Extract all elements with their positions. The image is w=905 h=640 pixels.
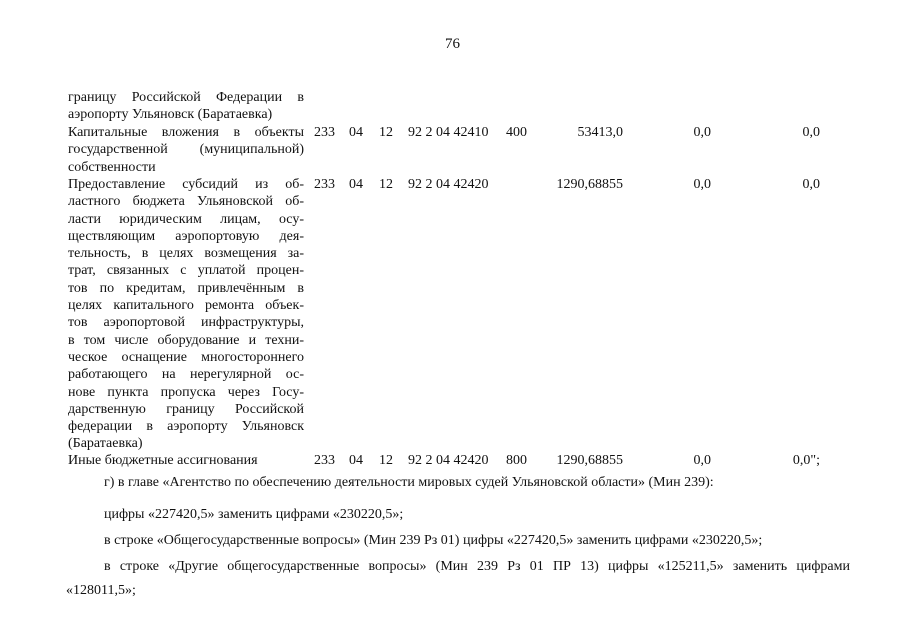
description-line: трат, связанных с уплатой процен- <box>68 263 304 279</box>
section-code-cell: 04 <box>349 453 363 468</box>
description-line: ласти юридическим лицам, осу- <box>68 211 304 227</box>
description-line: тельность, в целях возмещения за- <box>68 246 304 262</box>
section-code-cell: 04 <box>349 177 363 192</box>
row-description <box>68 176 304 453</box>
amount-cell: 53413,0 <box>577 125 623 140</box>
paragraph-replace-subsection-13: в строке «Другие общегосударственные вопросы» (Мин 239 Рз 01 ПР 13) цифры «125211,5» заменить цифрами <box>104 559 850 574</box>
paragraph-chapter-g: г) в главе «Агентство по обеспечению деятельности мировых судей Ульяновской области» (Мин 239): <box>104 475 714 490</box>
expense-type-cell: 800 <box>506 453 527 468</box>
description-line: тов аэропортовой инфраструктуры, <box>68 315 304 331</box>
amount-cell: 0,0 <box>693 177 711 192</box>
amount-cell: 0,0 <box>802 177 820 192</box>
description-line: Капитальные вложения в объекты <box>68 125 304 140</box>
target-article-cell: 92 2 04 42420 <box>408 177 489 192</box>
description-line: работающего на нерегулярной ос- <box>68 367 304 383</box>
row-description <box>68 89 304 124</box>
description-line: Иные бюджетные ассигнования <box>68 453 258 468</box>
description-line: ластного бюджета Ульяновской об- <box>68 194 304 210</box>
description-line: (Баратаевка) <box>68 436 143 452</box>
description-line: собственности <box>68 159 156 175</box>
target-article-cell: 92 2 04 42410 <box>408 125 489 140</box>
row-description <box>68 124 304 176</box>
target-article-cell: 92 2 04 42420 <box>408 453 489 468</box>
description-line: нове пункта пропуска через Госу- <box>68 384 304 400</box>
description-line: целях капитального ремонта объек- <box>68 298 304 314</box>
amount-cell: 0,0"; <box>792 453 820 468</box>
amount-cell: 0,0 <box>693 453 711 468</box>
section-code-cell: 04 <box>349 125 363 140</box>
description-line: тов по кредитам, привлечённым в <box>68 280 304 296</box>
amount-cell: 0,0 <box>693 125 711 140</box>
description-line: Предоставление субсидий из об- <box>68 177 304 192</box>
paragraph-replace-total: цифры «227420,5» заменить цифрами «230220,5»; <box>104 507 404 522</box>
description-line: границу Российской Федерации в <box>68 90 304 105</box>
description-line: государственной (муниципальной) <box>68 142 304 158</box>
description-line: дарственную границу Российской <box>68 401 304 417</box>
admin-code-cell: 233 <box>314 125 335 140</box>
amount-cell: 0,0 <box>802 125 820 140</box>
admin-code-cell: 233 <box>314 177 335 192</box>
description-line: аэропорту Ульяновск (Баратаевка) <box>68 107 273 123</box>
description-line: ществляющим аэропортовую дея- <box>68 228 304 244</box>
amount-cell: 1290,68855 <box>556 177 623 192</box>
description-line: в том числе оборудование и техни- <box>68 332 304 348</box>
amount-cell: 1290,68855 <box>556 453 623 468</box>
row-description <box>68 452 304 469</box>
admin-code-cell: 233 <box>314 453 335 468</box>
description-line: ческое оснащение многостороннего <box>68 349 304 365</box>
expense-type-cell: 400 <box>506 125 527 140</box>
paragraph-replace-subsection-13-continued: «128011,5»; <box>66 583 136 598</box>
subsection-code-cell: 12 <box>379 177 393 192</box>
subsection-code-cell: 12 <box>379 453 393 468</box>
subsection-code-cell: 12 <box>379 125 393 140</box>
page-number: 76 <box>445 36 460 52</box>
paragraph-replace-section-01: в строке «Общегосударственные вопросы» (Мин 239 Рз 01) цифры «227420,5» заменить цифрами «230220,5»; <box>104 533 763 548</box>
description-line: федерации в аэропорту Ульяновск <box>68 419 304 435</box>
